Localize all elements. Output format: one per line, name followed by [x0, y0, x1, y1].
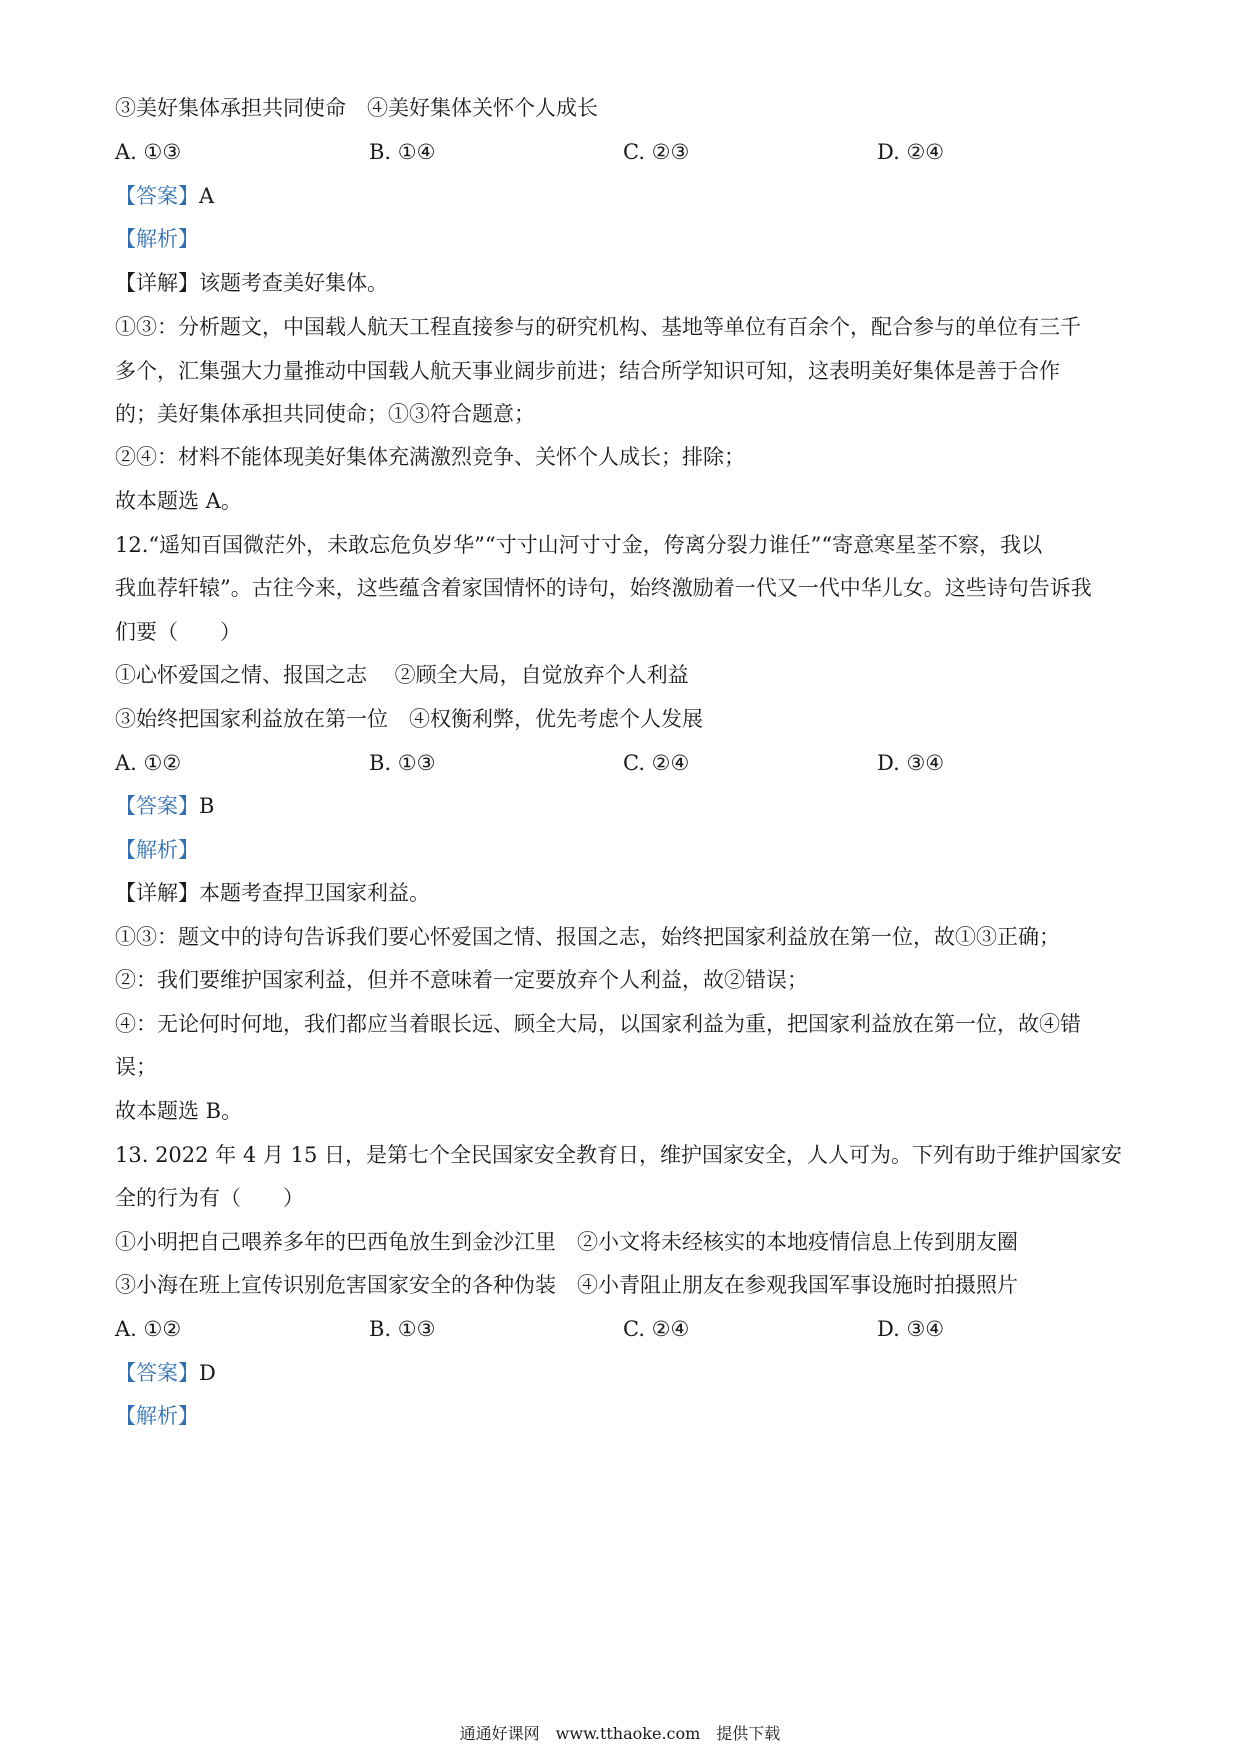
- q12-conclusion: 故本题选 B。: [115, 1099, 243, 1123]
- q11-item-line: ③美好集体承担共同使命 ④美好集体关怀个人成长: [115, 96, 598, 120]
- q12-option-c: C. ②④: [623, 751, 690, 775]
- q13-option-a: A. ①②: [115, 1317, 182, 1341]
- q13-answer: [115, 1358, 1135, 1388]
- q12-explanation-line: ①③：题文中的诗句告诉我们要心怀爱国之情、报国之志，始终把国家利益放在第一位，故①③正确；: [115, 925, 1060, 949]
- q12-explanation-line: 误；: [115, 1055, 157, 1079]
- q11-option-a: A. ①③: [115, 140, 182, 164]
- q11-detail: [115, 268, 1135, 298]
- answer-tag: 【答案】: [115, 1361, 199, 1385]
- q11-options: [115, 137, 1135, 167]
- q11-option-d: D. ②④: [877, 140, 945, 164]
- q12-stem-line: 我血荐轩辕”。古往今来，这些蕴含着家国情怀的诗句，始终激励着一代又一代中华儿女。这些诗句告诉我: [115, 576, 1092, 600]
- answer-value: A: [199, 184, 215, 208]
- q12-analysis-tag: 【解析】: [115, 838, 199, 862]
- q13-options: [115, 1314, 1135, 1344]
- q11-conclusion: 故本题选 A。: [115, 489, 242, 513]
- q11-explanation-line: ②④：材料不能体现美好集体充满激烈竞争、关怀个人成长；排除；: [115, 445, 745, 469]
- answer-value: B: [199, 794, 215, 818]
- q11-option-b: B. ①④: [369, 140, 436, 164]
- detail-text: 本题考查捍卫国家利益。: [199, 881, 430, 905]
- q11-explanation-line: 多个，汇集强大力量推动中国载人航天事业阔步前进；结合所学知识可知，这表明美好集体是善于合作: [115, 359, 1060, 383]
- q12-option-d: D. ③④: [877, 751, 945, 775]
- q12-item-line: ①心怀爱国之情、报国之志 ②顾全大局，自觉放弃个人利益: [115, 663, 689, 687]
- q12-options: [115, 748, 1135, 778]
- q12-explanation-line: ②：我们要维护国家利益，但并不意味着一定要放弃个人利益，故②错误；: [115, 968, 808, 992]
- q13-option-c: C. ②④: [623, 1317, 690, 1341]
- q13-stem-line: 13. 2022 年 4 月 15 日，是第七个全民国家安全教育日，维护国家安全，人人可为。下列有助于维护国家安: [115, 1143, 1122, 1167]
- q11-option-c: C. ②③: [623, 140, 690, 164]
- q12-stem-line: 们要（ ）: [115, 620, 241, 644]
- q11-explanation-line: ①③：分析题文，中国载人航天工程直接参与的研究机构、基地等单位有百余个，配合参与的单位有三千: [115, 315, 1081, 339]
- q13-item-line: ③小海在班上宣传识别危害国家安全的各种伪装 ④小青阻止朋友在参观我国军事设施时拍摄照片: [115, 1273, 1018, 1297]
- q13-stem-line: 全的行为有（ ）: [115, 1186, 304, 1210]
- q13-item-line: ①小明把自己喂养多年的巴西龟放生到金沙江里 ②小文将未经核实的本地疫情信息上传到朋友圈: [115, 1230, 1018, 1254]
- q13-option-d: D. ③④: [877, 1317, 945, 1341]
- answer-value: D: [199, 1361, 216, 1385]
- q12-option-a: A. ①②: [115, 751, 182, 775]
- q11-explanation-line: 的；美好集体承担共同使命；①③符合题意；: [115, 402, 535, 426]
- q12-stem-line: 12.“遥知百国微茫外，未敢忘危负岁华”“寸寸山河寸寸金，侉离分裂力谁任”“寄意寒星荃不察，我以: [115, 533, 1043, 557]
- q11-analysis-tag: 【解析】: [115, 227, 199, 251]
- answer-tag: 【答案】: [115, 184, 199, 208]
- page-footer: 通通好课网 www.tthaoke.com 提供下载: [459, 1724, 781, 1743]
- q13-analysis-tag: 【解析】: [115, 1404, 199, 1428]
- q13-option-b: B. ①③: [369, 1317, 436, 1341]
- detail-text: 该题考查美好集体。: [199, 271, 388, 295]
- q11-answer: [115, 181, 1135, 211]
- answer-tag: 【答案】: [115, 794, 199, 818]
- detail-tag: 【详解】: [115, 271, 199, 295]
- q12-option-b: B. ①③: [369, 751, 436, 775]
- detail-tag: 【详解】: [115, 881, 199, 905]
- q12-item-line: ③始终把国家利益放在第一位 ④权衡利弊，优先考虑个人发展: [115, 707, 703, 731]
- q12-explanation-line: ④：无论何时何地，我们都应当着眼长远、顾全大局，以国家利益为重，把国家利益放在第一位，故④错: [115, 1012, 1081, 1036]
- q12-answer: [115, 791, 1135, 821]
- q12-detail: [115, 878, 1135, 908]
